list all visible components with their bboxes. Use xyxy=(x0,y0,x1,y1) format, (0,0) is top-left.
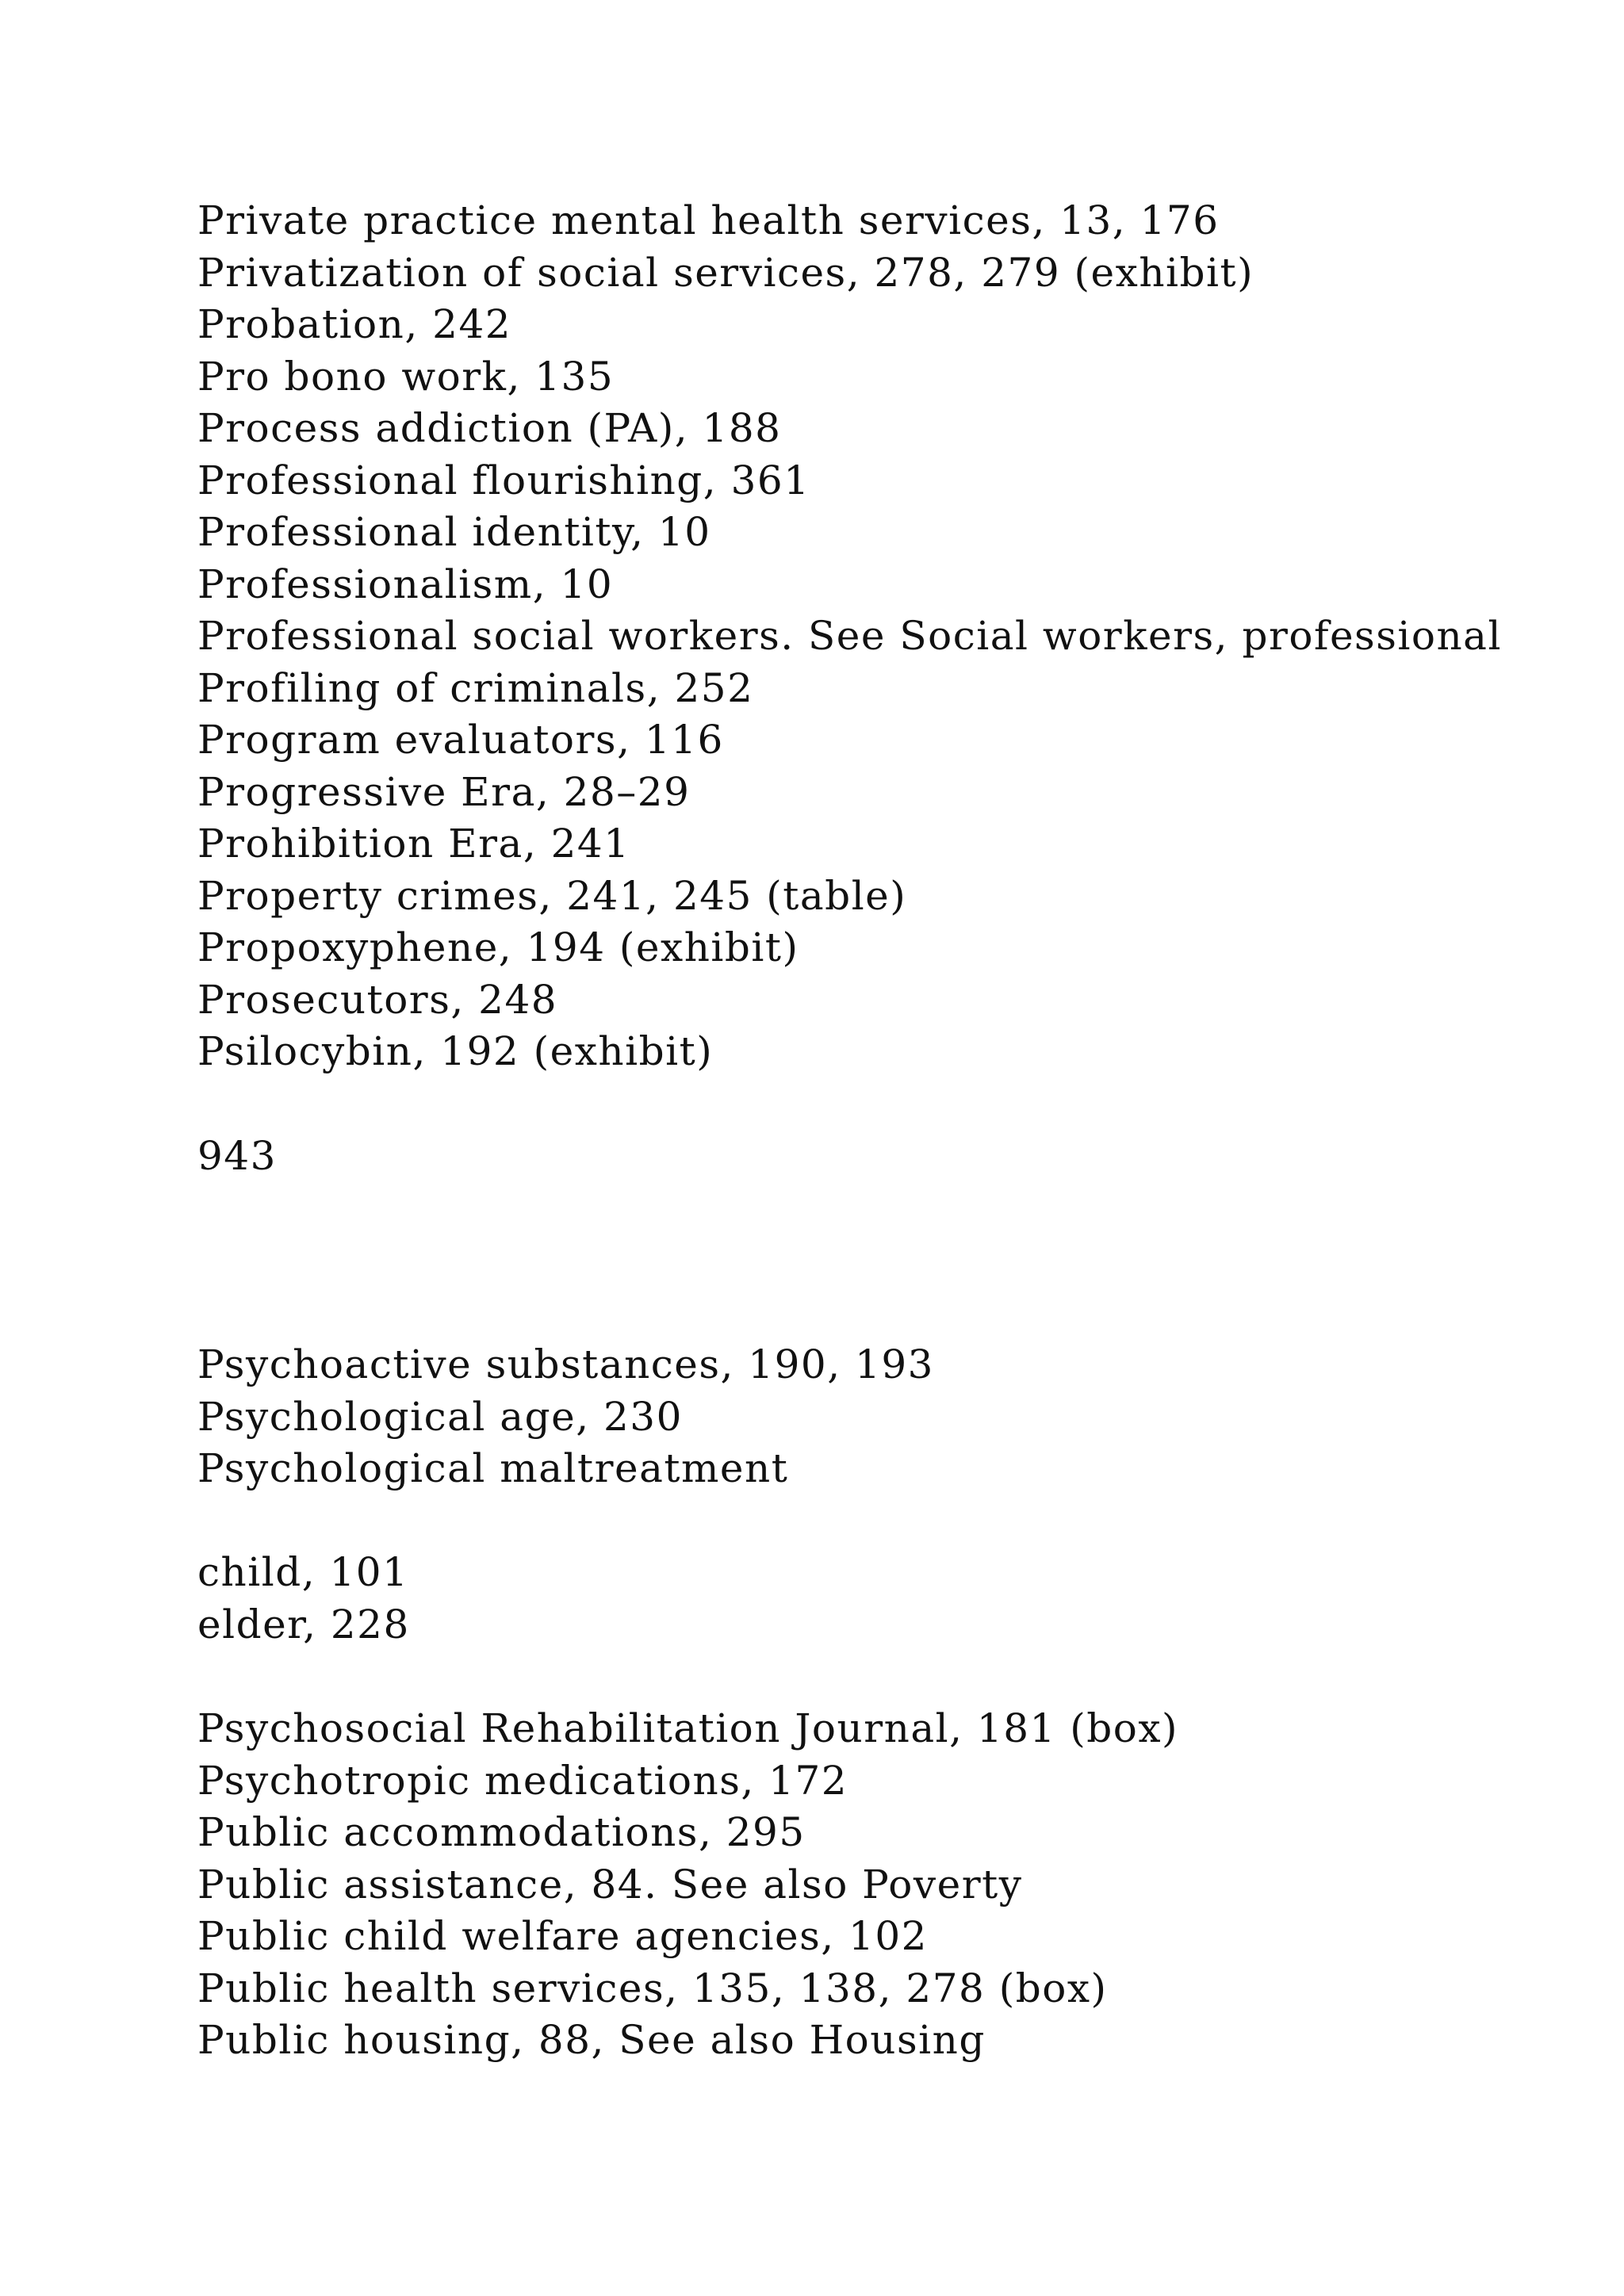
index-entry: Privatization of social services, 278, 279 (exhibit) xyxy=(197,249,1254,296)
index-entries-block-3 xyxy=(197,1703,1178,2067)
index-entry: Professional identity, 10 xyxy=(197,509,711,555)
index-entry: Pro bono work, 135 xyxy=(197,353,615,400)
index-entry: Public health services, 135, 138, 278 (box) xyxy=(197,1965,1108,2011)
index-entry: Public assistance, 84. See also Poverty xyxy=(197,1861,1023,1908)
index-entries-block-1 xyxy=(197,195,1502,1078)
index-entry: Private practice mental health services, 13, 176 xyxy=(197,197,1220,243)
index-entry: Professional social workers. See Social workers, professional xyxy=(197,613,1502,659)
index-entry: Professional flourishing, 361 xyxy=(197,457,810,503)
index-entry: Psychological maltreatment xyxy=(197,1445,789,1491)
index-entry: Psychosocial Rehabilitation Journal, 181 (box) xyxy=(197,1705,1179,1751)
index-entry: Psychological age, 230 xyxy=(197,1393,683,1440)
index-entry: Profiling of criminals, 252 xyxy=(197,664,754,711)
index-entry: Public housing, 88, See also Housing xyxy=(197,2017,986,2063)
index-subentry: elder, 228 xyxy=(197,1601,410,1647)
index-entry: Public child welfare agencies, 102 xyxy=(197,1913,928,1959)
index-subentry: child, 101 xyxy=(197,1549,409,1595)
index-entry: Prohibition Era, 241 xyxy=(197,821,630,867)
index-entry: Program evaluators, 116 xyxy=(197,717,724,763)
page-number: 943 xyxy=(197,1133,277,1179)
index-entry: Psilocybin, 192 (exhibit) xyxy=(197,1028,714,1074)
index-entry: Psychoactive substances, 190, 193 xyxy=(197,1341,934,1387)
index-entry: Professionalism, 10 xyxy=(197,561,614,607)
index-entry: Prosecutors, 248 xyxy=(197,976,558,1023)
index-entry: Progressive Era, 28–29 xyxy=(197,768,691,815)
index-entry: Probation, 242 xyxy=(197,301,512,347)
index-entry: Propoxyphene, 194 (exhibit) xyxy=(197,924,799,970)
index-entries-block-2 xyxy=(197,1339,934,1495)
index-entry: Property crimes, 241, 245 (table) xyxy=(197,872,907,919)
index-entry: Process addiction (PA), 188 xyxy=(197,405,782,451)
index-entry: Psychotropic medications, 172 xyxy=(197,1757,848,1804)
index-subentries-block xyxy=(197,1547,410,1651)
index-entry: Public accommodations, 295 xyxy=(197,1809,806,1855)
